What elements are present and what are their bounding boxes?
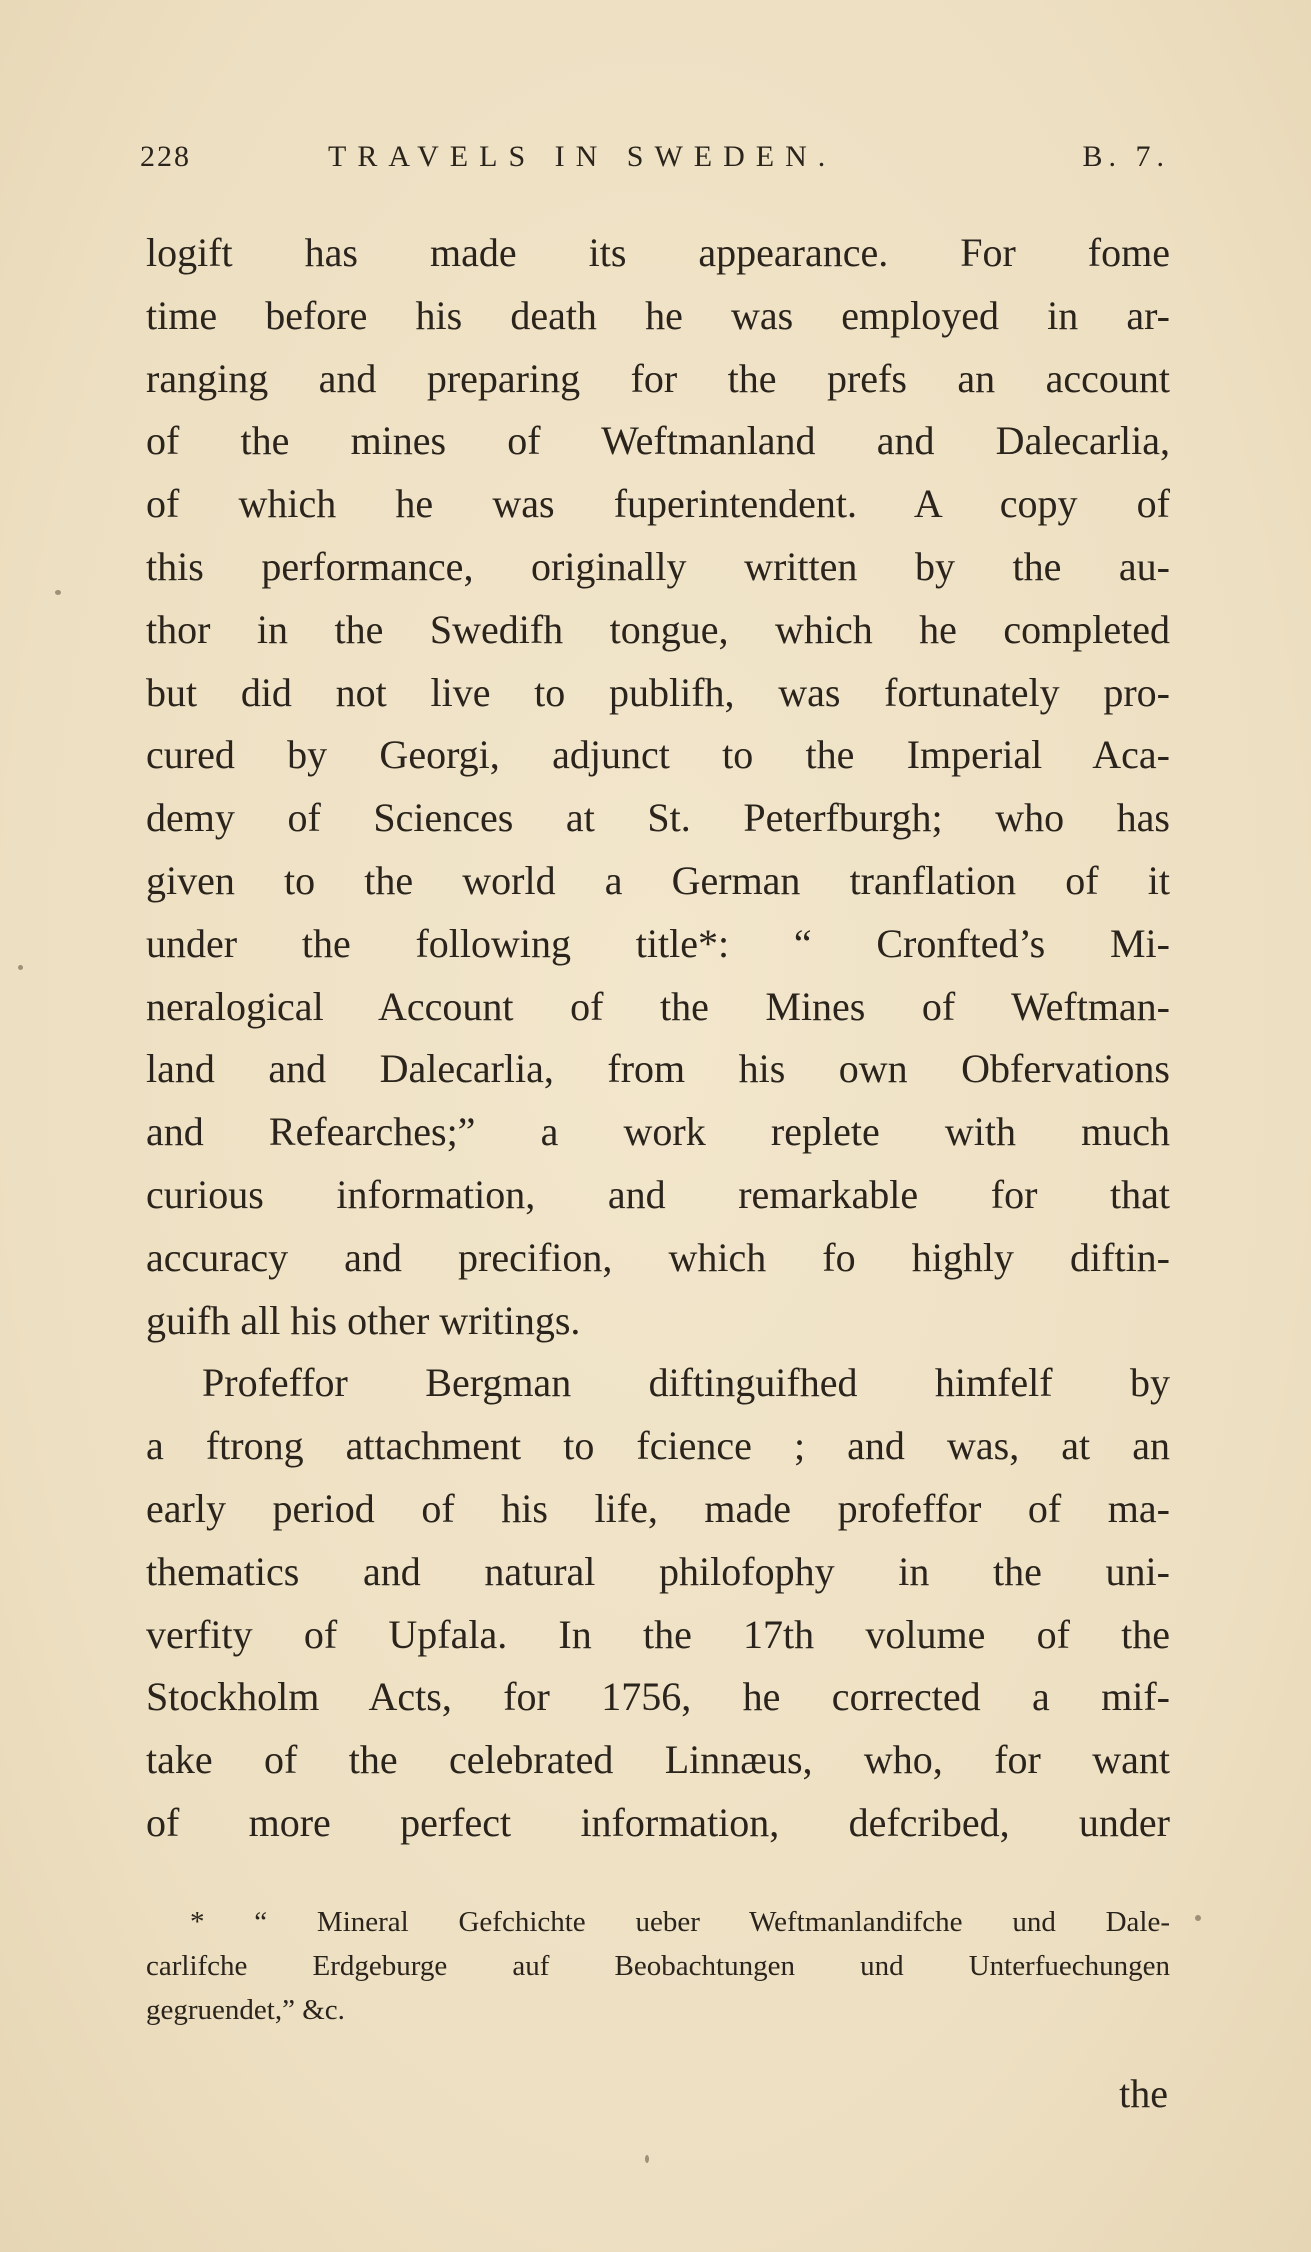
text-line: accuracy and precifion, which fo highly diftin- xyxy=(146,1234,1170,1280)
text-line: land and Dalecarlia, from his own Obfervations xyxy=(146,1046,1170,1092)
footnote xyxy=(146,1900,1170,2032)
text-line: ranging and preparing for the prefs an account xyxy=(146,355,1170,401)
text-line: thematics and natural philofophy in the uni- xyxy=(146,1548,1170,1594)
running-title: TRAVELS IN SWEDEN. xyxy=(328,140,837,173)
text-line: given to the world a German tranflation of it xyxy=(146,857,1170,903)
page-header xyxy=(140,140,1170,190)
text-line: logift has made its appearance. For fome xyxy=(146,230,1170,275)
text-line: of more perfect information, defcribed, under xyxy=(146,1799,1170,1845)
text-line: thor in the Swedifh tongue, which he completed xyxy=(146,606,1170,652)
footnote-line: carlifche Erdgeburge auf Beobachtungen und Unterfuechungen xyxy=(146,1950,1170,1982)
footnote-line: * “ Mineral Gefchichte ueber Weftmanlandifche und Dale- xyxy=(190,1906,1170,1938)
text-line: verfity of Upfala. In the 17th volume of the xyxy=(146,1611,1170,1657)
catchword: the xyxy=(1119,2071,1168,2116)
text-line: demy of Sciences at St. Peterfburgh; who has xyxy=(146,795,1170,841)
text-line: neralogical Account of the Mines of Weftman- xyxy=(146,983,1170,1029)
book-reference: B. 7. xyxy=(1082,140,1170,173)
text-line: under the following title*: “ Cronfted’s Mi- xyxy=(146,920,1170,966)
text-line: this performance, originally written by the au- xyxy=(146,543,1170,589)
text-line: of the mines of Weftmanland and Dalecarlia, xyxy=(146,418,1170,464)
paper-speck xyxy=(1195,1915,1201,1921)
text-line: a ftrong attachment to fcience ; and was, at an xyxy=(146,1423,1170,1469)
body-text xyxy=(146,222,1170,1855)
text-line: early period of his life, made profeffor of ma- xyxy=(146,1485,1170,1531)
text-line: time before his death he was employed in ar- xyxy=(146,292,1170,338)
text-line: curious information, and remarkable for that xyxy=(146,1171,1170,1217)
paper-speck xyxy=(18,965,23,970)
text-line: and Refearches;” a work replete with much xyxy=(146,1109,1170,1155)
text-line: Profeffor Bergman diftinguifhed himfelf by xyxy=(202,1360,1170,1406)
text-line: of which he was fuperintendent. A copy of xyxy=(146,481,1170,527)
page-number: 228 xyxy=(140,140,191,173)
paper-speck xyxy=(645,2155,649,2163)
text-line: but did not live to publifh, was fortunately pro- xyxy=(146,669,1170,715)
footnote-line: gegruendet,” &c. xyxy=(146,1994,345,2026)
paper-speck xyxy=(55,590,61,595)
text-line: take of the celebrated Linnæus, who, for want xyxy=(146,1737,1170,1783)
text-line: Stockholm Acts, for 1756, he corrected a mif- xyxy=(146,1674,1170,1720)
text-line: guifh all his other writings. xyxy=(146,1297,581,1343)
text-line: cured by Georgi, adjunct to the Imperial Aca- xyxy=(146,732,1170,778)
